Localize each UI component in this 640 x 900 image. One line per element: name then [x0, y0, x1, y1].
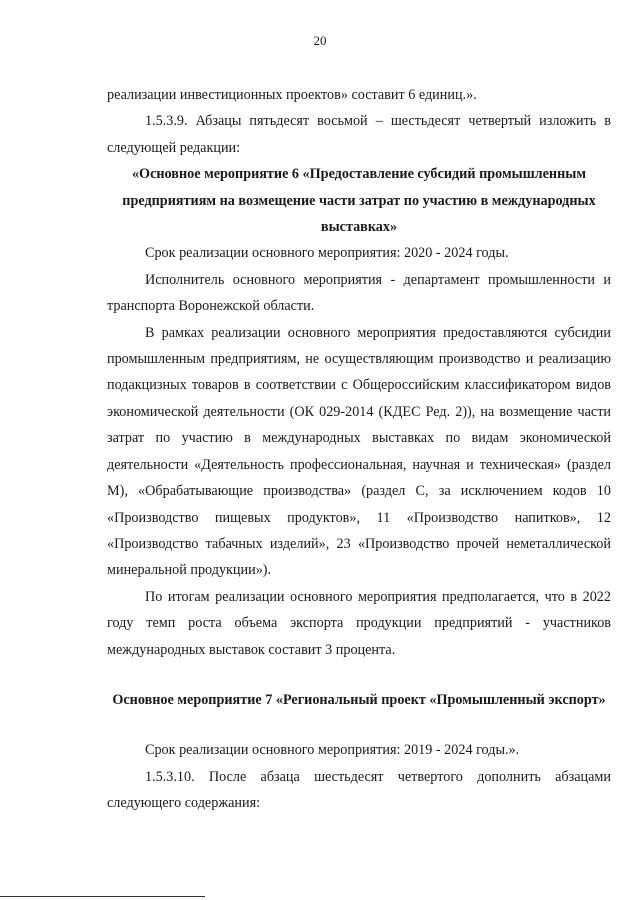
paragraph-executor: Исполнитель основного мероприятия - департамент промышленности и транспорта Воронежской области. — [107, 271, 611, 315]
paragraph-term-2: Срок реализации основного мероприятия: 2019 - 2024 годы.». — [145, 742, 520, 759]
heading-main-activity-7: Основное мероприятие 7 «Региональный проект «Промышленный экспорт» — [112, 691, 606, 708]
page-number: 20 — [313, 33, 327, 48]
paragraph-amendment-1-5-3-10: 1.5.3.10. После абзаца шестьдесят четвертого дополнить абзацами следующего содержания: — [107, 768, 611, 812]
document-body — [107, 82, 611, 817]
heading-main-activity-6: «Основное мероприятие 6 «Предоставление субсидий промышленным предприятиям на возмещение части затрат по участию в международных выставках» — [122, 166, 596, 236]
paragraph-results: По итогам реализации основного мероприятия предполагается, что в 2022 году темп роста объема экспорта продукции предприятий - участников международных выставок составит 3 процента. — [107, 588, 611, 658]
paragraph-term: Срок реализации основного мероприятия: 2020 - 2024 годы. — [145, 245, 509, 262]
paragraph-continuation: реализации инвестиционных проектов» составит 6 единиц.». — [107, 87, 477, 103]
paragraph-subsidies: В рамках реализации основного мероприятия предоставляются субсидии промышленным предприятиям, не осуществляющим производство и реализацию подакцизных товаров в соответствии с Общероссийским классификатором видов экономической деятельности (ОК 029-2014 (КДЕС Ред. 2)), на возмещение части затрат по участию в международных выставках по видам экономической деятельности «Деятельность профессиональная, научная и техническая» (раздел М), «Обрабатывающие производства» (раздел С, за исключением кодов 10 «Производство пищевых продуктов», 11 «Производство напитков», 12 «Производство табачных изделий», 23 «Производство прочей неметаллической минеральной продукции»). — [107, 324, 611, 579]
bottom-scan-rule — [0, 896, 205, 897]
paragraph-amendment-1-5-3-9: 1.5.3.9. Абзацы пятьдесят восьмой – шестьдесят четвертый изложить в следующей редакции: — [107, 113, 611, 156]
